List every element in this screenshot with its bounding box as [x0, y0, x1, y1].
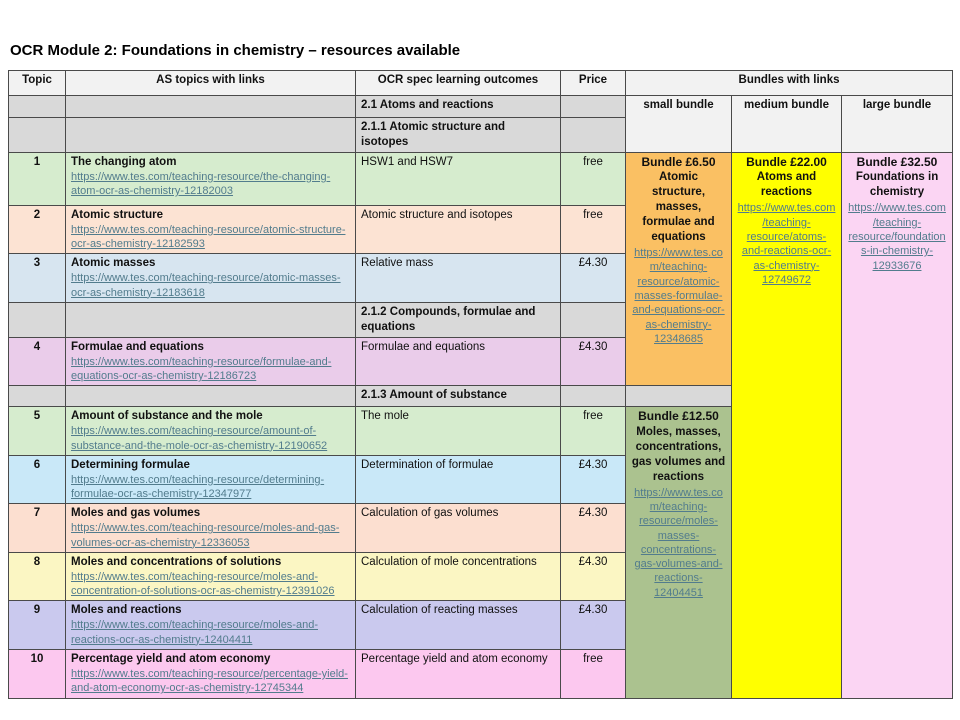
empty-cell — [9, 96, 66, 118]
outcome-cell: Calculation of gas volumes — [356, 504, 561, 553]
section-label-2-1: 2.1 Atoms and reactions — [356, 96, 561, 118]
price-cell: free — [561, 205, 626, 254]
page-title: OCR Module 2: Foundations in chemistry – resources available — [10, 42, 461, 59]
topic-title: Atomic structure — [71, 208, 164, 221]
empty-cell — [561, 386, 626, 407]
topic-cell — [66, 504, 356, 553]
price-cell: free — [561, 152, 626, 205]
outcome-cell: Percentage yield and atom economy — [356, 650, 561, 699]
outcome-cell: HSW1 and HSW7 — [356, 152, 561, 205]
bundle-cell-medium — [732, 152, 842, 698]
price-cell: £4.30 — [561, 455, 626, 504]
price-cell: £4.30 — [561, 601, 626, 650]
topic-link[interactable]: https://www.tes.com/teaching-resource/determining-formulae-ocr-as-chemistry-12347977 — [71, 473, 325, 501]
empty-cell — [66, 386, 356, 407]
bundle-price: Bundle £6.50 — [641, 154, 716, 169]
topic-link[interactable]: https://www.tes.com/teaching-resource/moles-and-gas-volumes-ocr-as-chemistry-12336053 — [71, 522, 340, 549]
topic-link[interactable]: https://www.tes.com/teaching-resource/amount-of-substance-and-the-mole-ocr-as-chemistry-12190652 — [71, 425, 328, 452]
bundle-header-small: small bundle — [626, 96, 732, 153]
col-header-price: Price — [561, 71, 626, 96]
topic-title: Moles and concentrations of solutions — [71, 555, 282, 568]
bundle-header-large: large bundle — [842, 96, 953, 153]
bundle-cell-large — [842, 152, 953, 698]
topic-number: 8 — [9, 552, 66, 601]
topic-title: Formulae and equations — [71, 340, 204, 353]
topic-link[interactable]: https://www.tes.com/teaching-resource/moles-and-concentration-of-solutions-ocr-as-chemistry-12391026 — [71, 570, 335, 598]
price-cell: £4.30 — [561, 254, 626, 303]
empty-cell — [626, 386, 732, 407]
outcome-cell: Relative mass — [356, 254, 561, 303]
price-cell: free — [561, 650, 626, 699]
topic-link[interactable]: https://www.tes.com/teaching-resource/moles-and-reactions-ocr-as-chemistry-12404411 — [71, 619, 318, 646]
bundle-name: Atomic structure, masses, formulae and equations — [642, 171, 715, 244]
bundle-link[interactable]: https://www.tes.com/teaching-resource/moles-masses-concentrations-gas-volumes-and-reactions-12404451 — [634, 486, 723, 599]
bundle-cell-small-1 — [626, 152, 732, 385]
topic-title: Moles and reactions — [71, 604, 182, 617]
topic-cell — [66, 337, 356, 386]
section-row-2-1 — [9, 96, 953, 118]
outcome-cell: Calculation of mole concentrations — [356, 552, 561, 601]
empty-cell — [66, 96, 356, 118]
topic-cell — [66, 152, 356, 205]
topic-number: 5 — [9, 407, 66, 456]
topic-number: 1 — [9, 152, 66, 205]
outcome-cell: Formulae and equations — [356, 337, 561, 386]
section-label-2-1-2: 2.1.2 Compounds, formulae and equations — [356, 302, 561, 337]
section-label-2-1-3: 2.1.3 Amount of substance — [356, 386, 561, 407]
empty-cell — [9, 118, 66, 153]
topic-link[interactable]: https://www.tes.com/teaching-resource/percentage-yield-and-atom-economy-ocr-as-chemistry-12745344 — [71, 667, 348, 695]
empty-cell — [561, 118, 626, 153]
topic-link[interactable]: https://www.tes.com/teaching-resource/atomic-structure-ocr-as-chemistry-12182593 — [71, 223, 346, 251]
bundle-link[interactable]: https://www.tes.com/teaching-resource/foundations-in-chemistry-12933676 — [848, 202, 946, 272]
topic-cell — [66, 601, 356, 650]
topic-number: 10 — [9, 650, 66, 699]
col-header-as-topics: AS topics with links — [66, 71, 356, 96]
topic-cell — [66, 407, 356, 456]
topic-cell — [66, 205, 356, 254]
topic-cell — [66, 552, 356, 601]
bundle-price: Bundle £22.00 — [746, 154, 827, 169]
price-cell: £4.30 — [561, 504, 626, 553]
price-cell: free — [561, 407, 626, 456]
empty-cell — [9, 302, 66, 337]
bundle-name: Atoms and reactions — [756, 171, 817, 199]
bundle-price: Bundle £32.50 — [856, 154, 938, 169]
bundle-name: Foundations in chemistry — [855, 171, 939, 199]
topic-cell — [66, 455, 356, 504]
table-header-row — [9, 71, 953, 96]
outcome-cell: Atomic structure and isotopes — [356, 205, 561, 254]
topic-row-1 — [9, 152, 953, 205]
col-header-outcomes: OCR spec learning outcomes — [356, 71, 561, 96]
empty-cell — [66, 118, 356, 153]
col-header-bundles: Bundles with links — [626, 71, 953, 96]
empty-cell — [561, 96, 626, 118]
topic-number: 9 — [9, 601, 66, 650]
topic-cell — [66, 650, 356, 699]
topic-number: 2 — [9, 205, 66, 254]
bundle-name: Moles, masses, concentrations, gas volumes and reactions — [631, 425, 726, 483]
empty-cell — [561, 302, 626, 337]
topic-title: Determining formulae — [71, 458, 190, 471]
bundle-link[interactable]: https://www.tes.com/teaching-resource/atoms-and-reactions-ocr-as-chemistry-12749672 — [737, 202, 836, 286]
topic-link[interactable]: https://www.tes.com/teaching-resource/atomic-masses-ocr-as-chemistry-12183618 — [71, 272, 341, 299]
outcome-cell: The mole — [356, 407, 561, 456]
outcome-cell: Calculation of reacting masses — [356, 601, 561, 650]
price-cell: £4.30 — [561, 337, 626, 386]
topic-title: Atomic masses — [71, 257, 156, 270]
empty-cell — [9, 386, 66, 407]
resources-table — [8, 70, 953, 699]
topic-link[interactable]: https://www.tes.com/teaching-resource/the-changing-atom-ocr-as-chemistry-12182003 — [71, 170, 331, 198]
price-cell: £4.30 — [561, 552, 626, 601]
empty-cell — [66, 302, 356, 337]
topic-number: 3 — [9, 254, 66, 303]
bundle-link[interactable]: https://www.tes.com/teaching-resource/atomic-masses-formulae-and-equations-ocr-as-chemistry-12348685 — [632, 247, 725, 345]
topic-title: Percentage yield and atom economy — [71, 653, 271, 665]
col-header-topic: Topic — [9, 71, 66, 96]
topic-number: 7 — [9, 504, 66, 553]
section-label-2-1-1: 2.1.1 Atomic structure and isotopes — [356, 118, 561, 153]
topic-title: Amount of substance and the mole — [71, 410, 263, 423]
topic-title: Moles and gas volumes — [71, 507, 201, 520]
bundle-header-medium: medium bundle — [732, 96, 842, 153]
topic-cell — [66, 254, 356, 303]
topic-title: The changing atom — [71, 155, 177, 168]
topic-number: 4 — [9, 337, 66, 386]
topic-link[interactable]: https://www.tes.com/teaching-resource/formulae-and-equations-ocr-as-chemistry-12186723 — [71, 355, 332, 383]
bundle-cell-small-2 — [626, 407, 732, 698]
topic-number: 6 — [9, 455, 66, 504]
outcome-cell: Determination of formulae — [356, 455, 561, 504]
bundle-price: Bundle £12.50 — [638, 409, 719, 424]
